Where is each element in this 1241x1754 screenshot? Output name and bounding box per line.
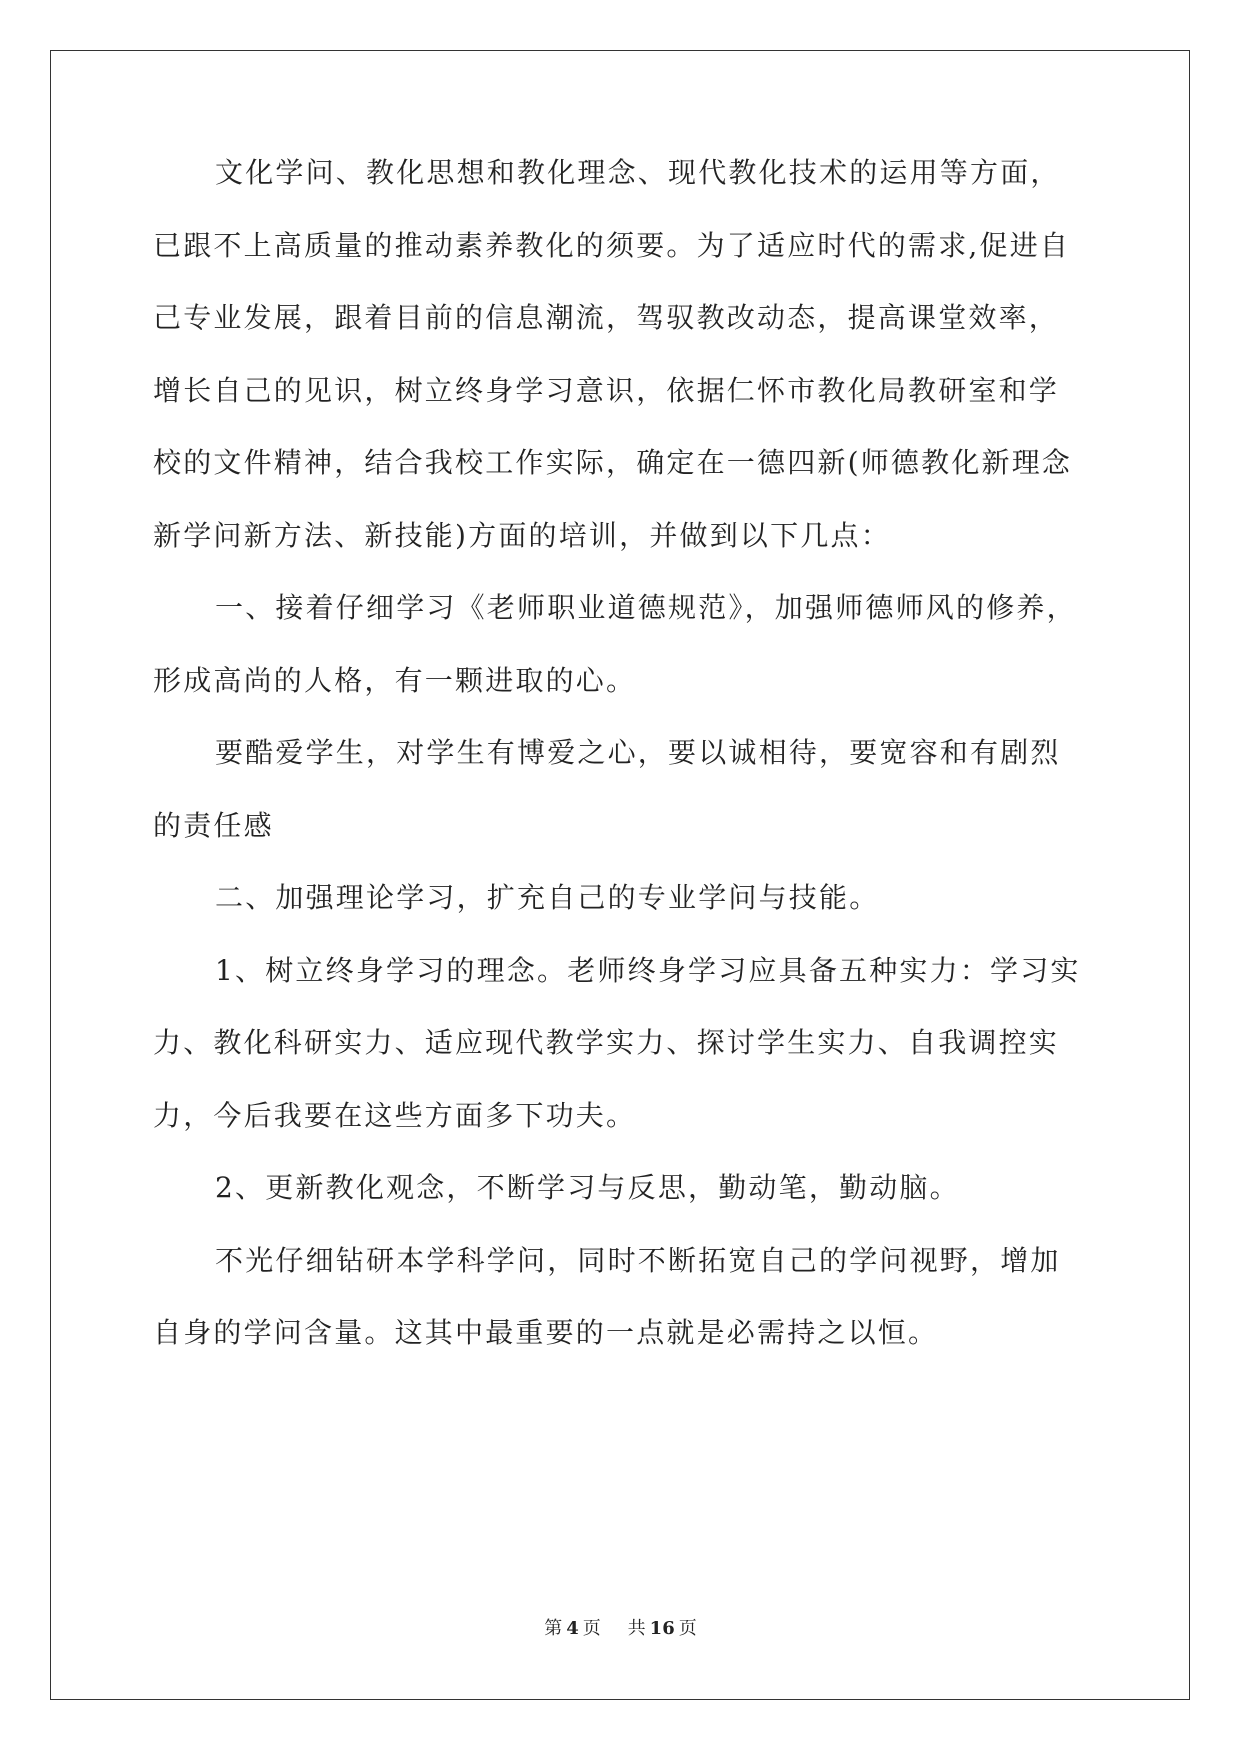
paragraph-line: 校的文件精神，结合我校工作实际，确定在一德四新(师德教化新理念 [153,446,1073,479]
paragraph-line: 1、树立终身学习的理念。老师终身学习应具备五种实力：学习实 [215,954,1081,987]
paragraph-line: 一、接着仔细学习《老师职业道德规范》，加强师德师风的修养， [215,591,1077,624]
page-current: 4 [566,1618,579,1639]
paragraph-line: 新学问新方法、新技能)方面的培训，并做到以下几点： [153,519,891,552]
page-footer [0,1617,1241,1641]
paragraph-line: 己专业发展，跟着目前的信息潮流，驾驭教改动态，提高课堂效率， [153,301,1060,334]
paragraph-line: 已跟不上高质量的推动素养教化的须要。为了适应时代的需求,促进自 [153,229,1071,262]
page-border [50,50,1190,1700]
paragraph-line: 二、加强理论学习，扩充自己的专业学问与技能。 [215,881,880,914]
paragraph-line: 力、教化科研实力、适应现代教学实力、探讨学生实力、自我调控实 [153,1026,1060,1059]
paragraph-line: 自身的学问含量。这其中最重要的一点就是必需持之以恒。 [153,1316,939,1349]
page-total: 16 [649,1618,675,1639]
paragraph-line: 2、更新教化观念，不断学习与反思，勤动笔，勤动脑。 [215,1171,960,1204]
paragraph-line: 文化学问、教化思想和教化理念、现代教化技术的运用等方面， [215,156,1061,189]
paragraph-line: 形成高尚的人格，有一颗进取的心。 [153,664,637,697]
paragraph-line: 要酷爱学生，对学生有博爱之心，要以诚相待，要宽容和有剧烈 [215,736,1061,769]
paragraph-line: 不光仔细钻研本学科学问，同时不断拓宽自己的学问视野，增加 [215,1244,1061,1277]
total-prefix: 共 [627,1618,646,1639]
page-suffix: 页 [582,1618,601,1639]
paragraph-line: 力，今后我要在这些方面多下功夫。 [153,1099,637,1132]
page-prefix: 第 [544,1618,563,1639]
total-suffix: 页 [678,1618,697,1639]
paragraph-line: 增长自己的见识，树立终身学习意识，依据仁怀市教化局教研室和学 [153,374,1060,407]
paragraph-line: 的责任感 [153,809,274,842]
